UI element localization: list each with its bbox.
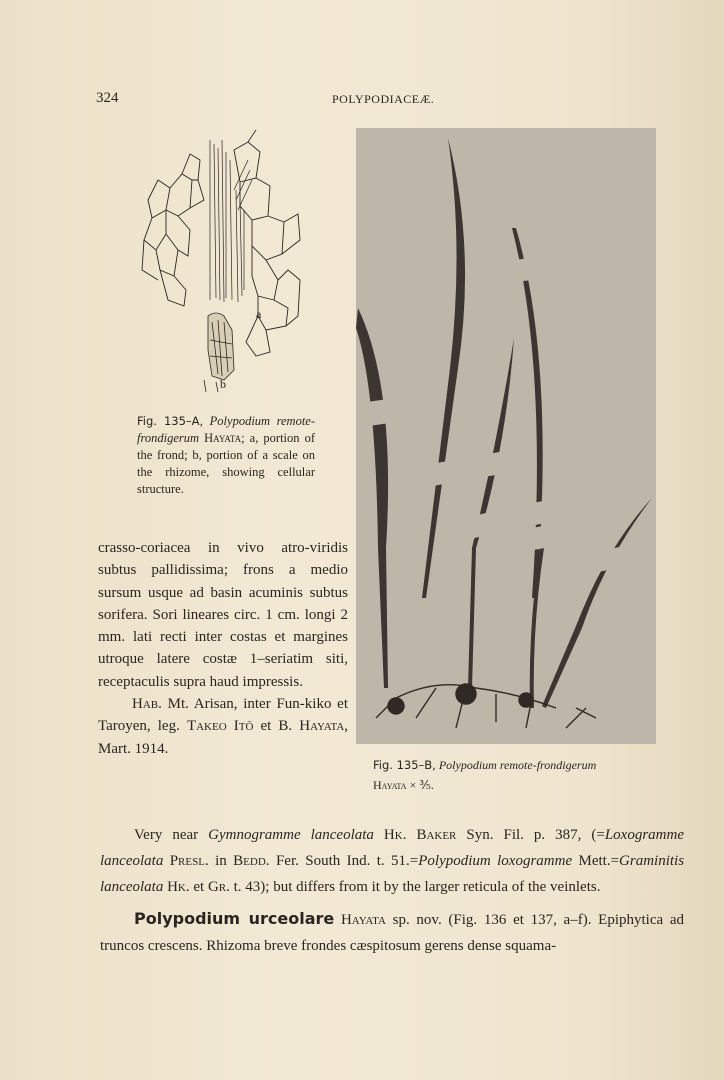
note-text-1: Very near [134, 827, 199, 843]
habitat-text-2: et B. [260, 718, 293, 735]
figure-a-caption-text: ; a, portion of the frond; b, portion of a scale on the rhizome, showing cellular structure. [137, 431, 315, 496]
note-author-5: Gr. [207, 879, 230, 895]
note-text-5: Mett.= [578, 853, 620, 869]
figure-b-caption [373, 755, 673, 795]
left-column-text [98, 537, 348, 760]
description-paragraph: crasso-coriacea in vivo atro-viridis subtus pallidissima; frons a medio sursum usque ad basin acuminis subtus sorifera. Sori lineares circ. 1 cm. longi 2 mm. lati recti inter costas et margines utroque latere costæ 1–seriatim siti, receptaculis supra haud impressis. [98, 540, 348, 690]
note-author-2: Presl. [169, 853, 209, 869]
note-name-2: Loxogramme lanceolata [100, 827, 684, 869]
species-text: sp. nov. (Fig. 136 et 137, a–f). Epiphytica ad truncos crescens. Rhizoma breve frondes cæspitosum gerens dense squama- [100, 912, 684, 954]
species-name: Polypodium urceolare [134, 909, 335, 928]
page-number: 324 [96, 90, 119, 106]
main-text [100, 822, 684, 959]
running-title: POLYPODIACEÆ. [332, 92, 435, 106]
habitat-label: Hab. [132, 696, 162, 713]
comparison-paragraph [100, 822, 684, 900]
figure-a-drawing [138, 130, 308, 392]
note-author-3: Bedd. [233, 853, 270, 869]
figure-a-epithet: remote-frondigerum [137, 414, 316, 445]
note-text-3: in [215, 853, 227, 869]
habitat-date: , Mart. 1914. [98, 718, 349, 757]
note-name-4: Graminitis lanceolata [100, 853, 685, 895]
note-name-1: Gymnogramme lanceolata [208, 827, 374, 843]
figure-a-label-a: a [256, 307, 262, 321]
note-author-1: Hk. Baker [383, 827, 457, 843]
figure-a-genus: Polypodium [209, 414, 271, 428]
note-text-2: Syn. Fil. p. 387, (= [466, 827, 605, 843]
note-text-4: Fer. South Ind. t. 51.= [275, 853, 419, 869]
figure-b-author: Hayata [373, 778, 407, 792]
note-author-4: Hk. [167, 879, 190, 895]
figure-a-label-b: b [220, 377, 226, 391]
collector-2: Hayata [299, 718, 345, 735]
figure-a-author: Hayata [204, 431, 242, 445]
collector-1: Takeo Itō [186, 718, 254, 735]
note-text-6: et [193, 879, 205, 895]
habitat-paragraph [98, 693, 348, 760]
figure-a-caption [137, 413, 315, 498]
figure-b-number: Fig. 135–B, [373, 758, 436, 772]
figure-b-photo [356, 128, 656, 744]
note-text-7: t. 43); but differs from it by the larger reticula of the veinlets. [233, 879, 601, 895]
species-author: Hayata [340, 912, 386, 928]
species-paragraph [100, 906, 684, 959]
figure-b-scale: × ⅗. [409, 778, 434, 792]
note-name-3: Polypodium loxogramme [418, 853, 573, 869]
figure-b-name: Polypodium remote-frondigerum [438, 758, 597, 772]
habitat-text-1: Mt. Arisan, inter Fun-kiko et Taroyen, leg. [98, 696, 348, 735]
figure-a-number: Fig. 135–A, [137, 414, 204, 428]
